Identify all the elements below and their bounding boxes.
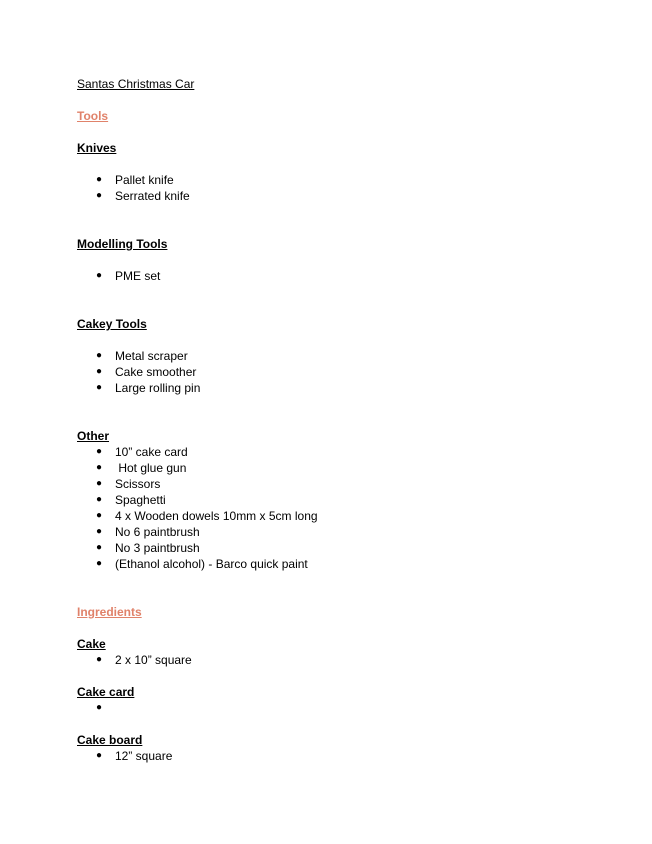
cake-card-heading: Cake card	[77, 685, 135, 699]
list-item: Scissors	[115, 477, 161, 491]
list-item: (Ethanol alcohol) - Barco quick paint	[115, 557, 308, 571]
cakey-tools-heading: Cakey Tools	[77, 317, 147, 331]
list-item: 2 x 10” square	[115, 653, 192, 667]
document-title: Santas Christmas Car	[77, 77, 195, 91]
list-item: No 6 paintbrush	[115, 525, 200, 539]
modelling-tools-heading: Modelling Tools	[77, 237, 168, 251]
list-item: No 3 paintbrush	[115, 541, 200, 555]
bullet-icon: ●	[96, 542, 103, 553]
cake-heading: Cake	[77, 637, 106, 651]
list-item: Hot glue gun	[115, 461, 187, 475]
bullet-icon: ●	[96, 702, 103, 713]
bullet-icon: ●	[96, 174, 103, 185]
other-heading: Other	[77, 429, 110, 443]
bullet-icon: ●	[96, 494, 103, 505]
list-item: Cake smoother	[115, 365, 197, 379]
knives-heading: Knives	[77, 141, 117, 155]
list-item: Serrated knife	[115, 189, 190, 203]
bullet-icon: ●	[96, 750, 103, 761]
list-item: 10” cake card	[115, 445, 188, 459]
list-item: 12” square	[115, 749, 173, 763]
list-item: Metal scraper	[115, 349, 188, 363]
list-item: PME set	[115, 269, 161, 283]
list-item: 4 x Wooden dowels 10mm x 5cm long	[115, 509, 318, 523]
list-item: Large rolling pin	[115, 381, 201, 395]
list-item: Pallet knife	[115, 173, 174, 187]
ingredients-section-heading: Ingredients	[77, 605, 142, 619]
list-item: Spaghetti	[115, 493, 166, 507]
cake-board-heading: Cake board	[77, 733, 143, 747]
bullet-icon: ●	[96, 526, 103, 537]
bullet-icon: ●	[96, 654, 103, 665]
bullet-icon: ●	[96, 558, 103, 569]
bullet-icon: ●	[96, 510, 103, 521]
bullet-icon: ●	[96, 366, 103, 377]
bullet-icon: ●	[96, 190, 103, 201]
bullet-icon: ●	[96, 270, 103, 281]
bullet-icon: ●	[96, 350, 103, 361]
bullet-icon: ●	[96, 382, 103, 393]
tools-section-heading: Tools	[77, 109, 109, 123]
bullet-icon: ●	[96, 478, 103, 489]
bullet-icon: ●	[96, 446, 103, 457]
bullet-icon: ●	[96, 462, 103, 473]
